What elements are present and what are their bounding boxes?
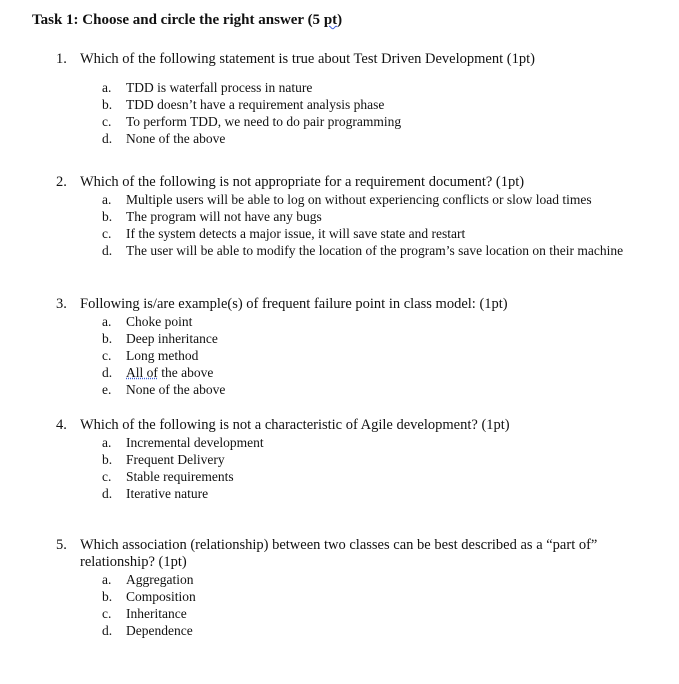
option-letter: d.: [102, 243, 113, 258]
option-text: The program will not have any bugs: [126, 209, 322, 224]
question-text: Which of the following is not a characteristic of Agile development? (1pt): [80, 417, 510, 433]
option-letter: d.: [102, 131, 113, 146]
option-text-underlined: All of: [126, 365, 158, 380]
option-letter: c.: [102, 348, 112, 363]
question-number: 3.: [56, 296, 67, 312]
question-number: 2.: [56, 174, 67, 190]
question-text: Which of the following statement is true about Test Driven Development (1pt): [80, 51, 535, 67]
option-letter: c.: [102, 606, 112, 621]
option-text: Choke point: [126, 314, 193, 329]
option-b[interactable]: [56, 208, 656, 225]
option-letter: c.: [102, 226, 112, 241]
option-letter: a.: [102, 80, 112, 95]
option-text: None of the above: [126, 131, 226, 146]
option-letter: a.: [102, 572, 112, 587]
option-b[interactable]: [56, 330, 656, 347]
option-text: Frequent Delivery: [126, 452, 225, 467]
option-a[interactable]: [56, 434, 656, 451]
option-letter: b.: [102, 209, 113, 224]
question-3: [56, 296, 656, 398]
options-list: [56, 434, 656, 502]
option-text: If the system detects a major issue, it will save state and restart: [126, 226, 466, 241]
options-list: [56, 191, 656, 259]
option-a[interactable]: [56, 191, 656, 208]
question-text: Which of the following is not appropriate for a requirement document? (1pt): [80, 174, 525, 190]
option-text: Long method: [126, 348, 199, 363]
option-b[interactable]: [56, 451, 656, 468]
question-number: 5.: [56, 537, 67, 553]
option-d[interactable]: [56, 485, 656, 502]
option-text: TDD is waterfall process in nature: [126, 80, 313, 95]
option-text: Incremental development: [126, 435, 264, 450]
question-4: [56, 417, 656, 502]
option-c[interactable]: [56, 113, 656, 130]
option-letter: d.: [102, 365, 113, 380]
question-1: [56, 51, 656, 147]
option-letter: d.: [102, 486, 113, 501]
option-a[interactable]: [56, 313, 656, 330]
option-c[interactable]: [56, 468, 656, 485]
option-letter: e.: [102, 382, 112, 397]
option-letter: b.: [102, 97, 113, 112]
option-c[interactable]: [56, 605, 656, 622]
question-text: Following is/are example(s) of frequent failure point in class model: (1pt): [80, 296, 508, 312]
option-letter: a.: [102, 435, 112, 450]
option-letter: b.: [102, 452, 113, 467]
option-text: Deep inheritance: [126, 331, 218, 346]
option-text: [126, 364, 656, 381]
option-text: Composition: [126, 589, 196, 604]
option-d[interactable]: [56, 130, 656, 147]
options-list: [56, 79, 656, 147]
task-title-pt: pt: [323, 12, 338, 28]
option-text: Iterative nature: [126, 486, 209, 501]
option-c[interactable]: [56, 347, 656, 364]
option-text: None of the above: [126, 382, 226, 397]
option-a[interactable]: [56, 571, 656, 588]
question-number: 1.: [56, 51, 67, 67]
task-title-main: Task 1: Choose and circle the right answer (5: [32, 12, 324, 28]
option-letter: c.: [102, 114, 112, 129]
option-letter: d.: [102, 623, 113, 638]
options-list: [56, 571, 656, 639]
option-d[interactable]: [56, 364, 656, 381]
option-text: Aggregation: [126, 572, 194, 587]
task-title: [32, 12, 342, 29]
option-text-rest: the above: [157, 365, 214, 380]
option-c[interactable]: [56, 225, 656, 242]
option-d[interactable]: [56, 242, 656, 259]
option-b[interactable]: [56, 96, 656, 113]
option-text: Multiple users will be able to log on without experiencing conflicts or slow load times: [126, 192, 592, 207]
question-number: 4.: [56, 417, 67, 433]
option-letter: c.: [102, 469, 112, 484]
option-letter: b.: [102, 589, 113, 604]
option-text: To perform TDD, we need to do pair programming: [126, 114, 402, 129]
question-text: Which association (relationship) between two classes can be best described as a “part of” relationship? (1pt): [80, 537, 598, 570]
option-e[interactable]: [56, 381, 656, 398]
option-letter: a.: [102, 314, 112, 329]
option-text: Dependence: [126, 623, 193, 638]
option-letter: b.: [102, 331, 113, 346]
option-letter: a.: [102, 192, 112, 207]
option-text: The user will be able to modify the location of the program’s save location on their machine: [126, 243, 624, 258]
option-text: TDD doesn’t have a requirement analysis phase: [126, 97, 385, 112]
question-5: [56, 537, 656, 639]
task-title-end: ): [337, 12, 343, 28]
option-text: Inheritance: [126, 606, 187, 621]
option-b[interactable]: [56, 588, 656, 605]
option-a[interactable]: [56, 79, 656, 96]
option-text: Stable requirements: [126, 469, 234, 484]
question-2: [56, 174, 656, 259]
options-list: [56, 313, 656, 398]
option-d[interactable]: [56, 622, 656, 639]
